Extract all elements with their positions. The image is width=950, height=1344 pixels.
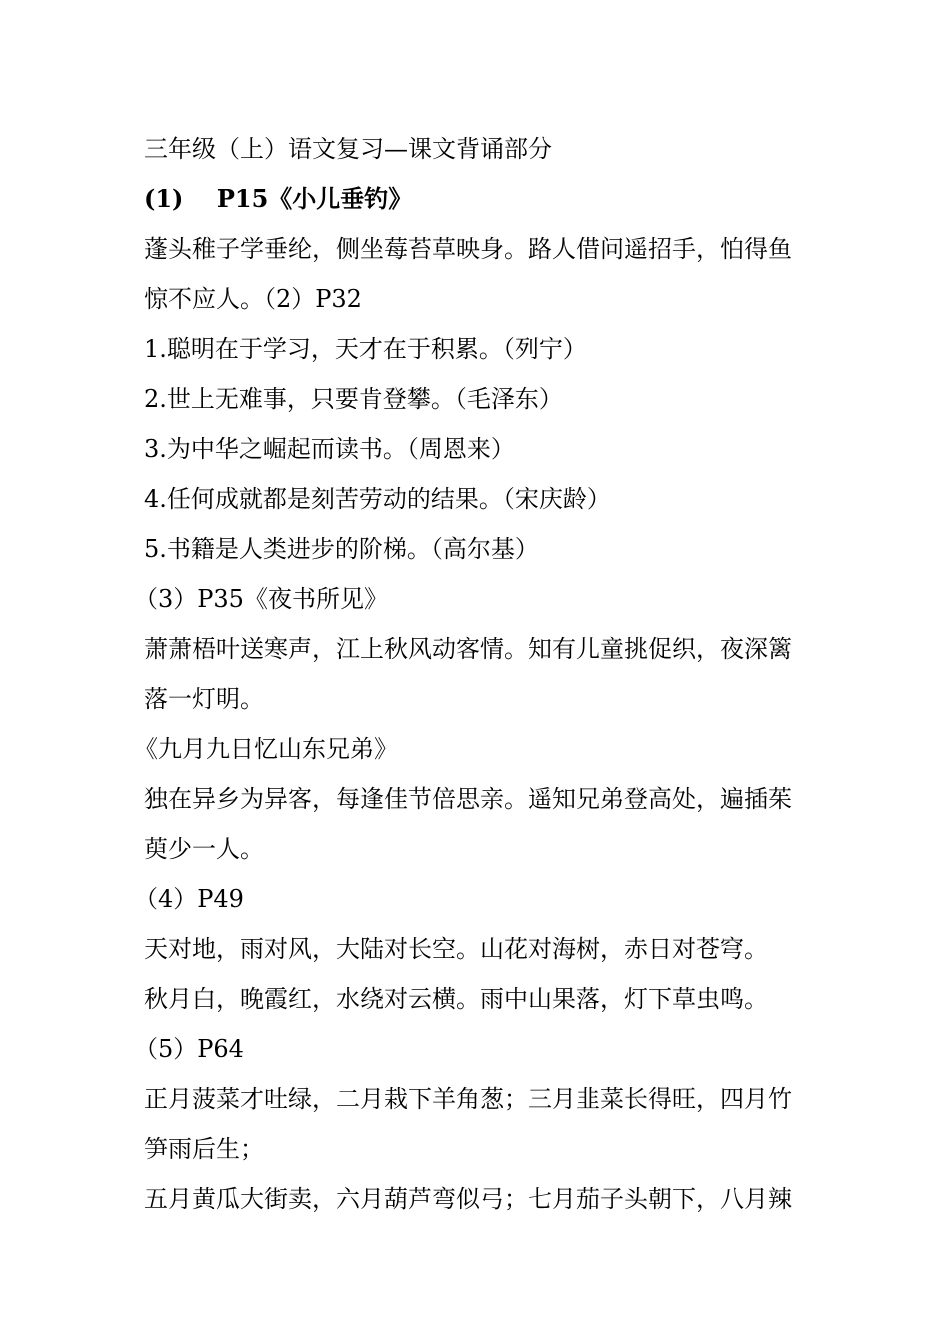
poem-line: 萸少一人。 [144,835,264,863]
verse-line: 正月菠菜才吐绿，二月栽下羊角葱；三月韭菜长得旺，四月竹 [144,1085,792,1113]
verse-line: 笋雨后生； [144,1135,264,1163]
couplet-line: 天对地，雨对风，大陆对长空。山花对海树，赤日对苍穹。 [144,935,768,963]
poem-line: 独在异乡为异客，每逢佳节倍思亲。遥知兄弟登高处，遍插茱 [144,785,792,813]
poem-line: 蓬头稚子学垂纶，侧坐莓苔草映身。路人借问遥招手，怕得鱼 [144,235,792,263]
quote-line: 4.任何成就都是刻苦劳动的结果。（宋庆龄） [144,485,611,513]
quote-line: 3.为中华之崛起而读书。（周恩来） [144,435,515,463]
document-title: 三年级（上）语文复习—课文背诵部分 [144,135,552,163]
poem-line: 萧萧梧叶送寒声，江上秋风动客情。知有儿童挑促织，夜深篱 [144,635,792,663]
section-heading-1: (1) P15《小儿垂钓》 [144,184,413,213]
couplet-line: 秋月白，晚霞红，水绕对云横。雨中山果落，灯下草虫鸣。 [144,985,768,1013]
poem-title: 《九月九日忆山东兄弟》 [134,735,398,763]
section-heading-3: （3）P35《夜书所见》 [134,585,388,613]
verse-line: 五月黄瓜大街卖，六月葫芦弯似弓；七月茄子头朝下，八月辣 [144,1185,792,1213]
quote-line: 5.书籍是人类进步的阶梯。（高尔基） [144,535,539,563]
section-heading-5: （5）P64 [134,1035,244,1063]
document-page [134,124,816,1224]
poem-line: 惊不应人。（2）P32 [144,285,362,313]
quote-line: 1.聪明在于学习，天才在于积累。（列宁） [144,335,587,363]
quote-line: 2.世上无难事，只要肯登攀。（毛泽东） [144,385,563,413]
section-heading-4: （4）P49 [134,885,244,913]
poem-line: 落一灯明。 [144,685,264,713]
